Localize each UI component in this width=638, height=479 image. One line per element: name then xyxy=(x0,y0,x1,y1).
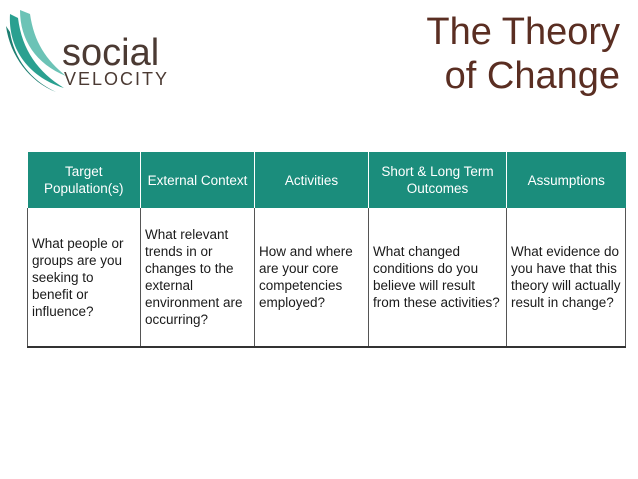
cell-target-population: What people or groups are you seeking to benefit or influence? xyxy=(28,208,141,347)
header-external-context: External Context xyxy=(141,152,255,208)
header-outcomes: Short & Long Term Outcomes xyxy=(369,152,507,208)
logo-word-social: social xyxy=(62,32,160,74)
header-assumptions: Assumptions xyxy=(507,152,626,208)
cell-outcomes: What changed conditions do you believe will result from these activities? xyxy=(369,208,507,347)
title-line-2: of Change xyxy=(444,55,620,97)
title-line-1: The Theory xyxy=(426,11,620,53)
cell-activities: How and where are your core competencies employed? xyxy=(255,208,369,347)
cell-external-context: What relevant trends in or changes to the external environment are occurring? xyxy=(141,208,255,347)
cell-assumptions: What evidence do you have that this theory will actually result in change? xyxy=(507,208,626,347)
social-velocity-logo xyxy=(4,6,204,96)
header-target-population: Target Population(s) xyxy=(28,152,141,208)
header-activities: Activities xyxy=(255,152,369,208)
page-title xyxy=(426,10,620,98)
table-header-row xyxy=(28,152,626,208)
logo-word-velocity: VELOCITY xyxy=(64,69,170,89)
theory-of-change-table xyxy=(27,152,626,348)
table-row xyxy=(28,208,626,347)
